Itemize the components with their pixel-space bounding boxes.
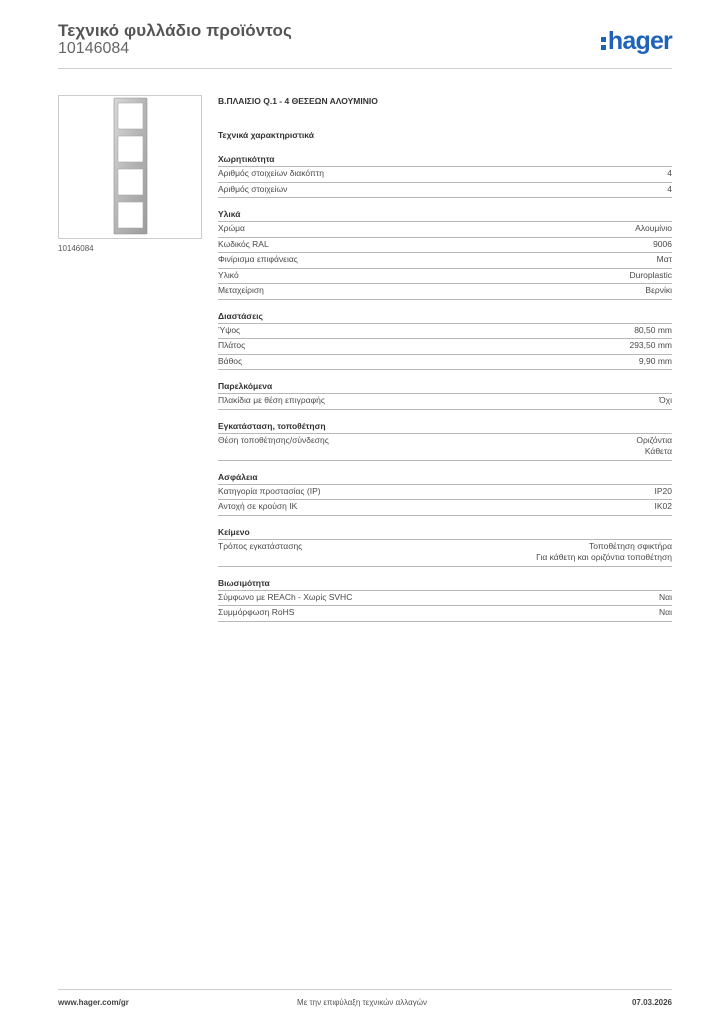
spec-value (635, 223, 672, 235)
spec-section (218, 471, 672, 516)
spec-value (659, 592, 672, 604)
spec-row (218, 284, 672, 300)
specification-content (218, 95, 672, 632)
spec-row (218, 253, 672, 269)
spec-value (634, 325, 672, 337)
spec-label: Τρόπος εγκατάστασης (218, 540, 303, 551)
spec-row (218, 167, 672, 183)
spec-value (659, 395, 672, 407)
technical-characteristics-heading: Τεχνικά χαρακτηριστικά (218, 130, 314, 140)
spec-section (218, 526, 672, 567)
spec-label: Ύψος (218, 324, 241, 335)
spec-value-line: Ναι (659, 607, 672, 617)
spec-value-line: Τοποθέτηση σφικτήρα (588, 540, 672, 551)
spec-label: Κατηγορία προστασίας (IP) (218, 485, 321, 496)
spec-value (659, 607, 672, 619)
spec-value (636, 435, 672, 458)
logo-colon-mark (601, 32, 606, 50)
spec-value-line: 4 (667, 183, 672, 194)
spec-value (657, 254, 672, 266)
spec-row (218, 269, 672, 285)
spec-row (218, 500, 672, 516)
spec-section-title: Ασφάλεια (218, 471, 672, 485)
page-header (58, 20, 672, 70)
spec-section-title: Παρελκόμενα (218, 380, 672, 394)
product-image-caption: 10146084 (58, 244, 94, 253)
spec-section-title: Εγκατάσταση, τοποθέτηση (218, 420, 672, 434)
footer-divider (58, 989, 672, 990)
document-title: Τεχνικό φυλλάδιο προϊόντος (58, 21, 292, 40)
spec-section (218, 577, 672, 622)
specification-sections (218, 153, 672, 622)
spec-label: Υλικό (218, 269, 239, 280)
spec-row (218, 606, 672, 622)
spec-section-title: Διαστάσεις (218, 310, 672, 324)
spec-row (218, 434, 672, 461)
footer-website-link[interactable]: www.hager.com/gr (58, 998, 129, 1007)
spec-value-line: Ματ (656, 254, 672, 264)
spec-row (218, 394, 672, 410)
spec-value (667, 168, 672, 180)
spec-value-line: Ναι (659, 591, 672, 602)
spec-label: Μεταχείριση (218, 285, 264, 295)
spec-value-line: Κάθετα (644, 446, 672, 456)
spec-label: Συμμόρφωση RoHS (218, 607, 295, 617)
spec-label: Πλάτος (218, 340, 246, 350)
spec-label: Χρώμα (218, 223, 245, 233)
spec-value-line: Βερνίκι (645, 285, 672, 295)
spec-row (218, 339, 672, 355)
spec-label: Αντοχή σε κρούση IK (218, 501, 298, 511)
spec-section-title: Βιωσιμότητα (218, 577, 672, 591)
spec-value-line: 9,90 mm (638, 355, 672, 366)
spec-value (667, 184, 672, 196)
spec-label: Θέση τοποθέτησης/σύνδεσης (218, 434, 329, 445)
spec-value-line: Για κάθετη και οριζόντια τοποθέτηση (536, 552, 672, 562)
spec-section (218, 380, 672, 410)
spec-label: Αριθμός στοιχείων διακόπτη (218, 168, 324, 178)
spec-value-line: 4 (667, 168, 672, 178)
spec-section (218, 208, 672, 300)
header-divider (58, 68, 672, 69)
hager-logo (601, 28, 672, 54)
switch-frame-illustration (59, 96, 201, 238)
document-product-code: 10146084 (58, 40, 130, 57)
spec-row (218, 222, 672, 238)
spec-section (218, 420, 672, 461)
spec-label: Αριθμός στοιχείων (218, 183, 288, 194)
spec-value (536, 541, 672, 564)
spec-row (218, 540, 672, 567)
spec-value-line: Οριζόντια (636, 434, 672, 445)
footer-date: 07.03.2026 (631, 998, 672, 1007)
spec-label: Βάθος (218, 355, 243, 366)
spec-label: Κωδικός RAL (218, 238, 269, 249)
product-name: Β.ΠΛΑΙΣΙΟ Q.1 - 4 ΘΕΣΕΩΝ ΑΛΟΥΜΙΝΙΟ (218, 96, 378, 106)
spec-row (218, 355, 672, 371)
spec-value (655, 486, 673, 498)
spec-value-line: 293,50 mm (629, 340, 672, 350)
spec-value-line: Όχι (659, 395, 672, 405)
spec-row (218, 324, 672, 340)
spec-section-title: Χωρητικότητα (218, 153, 672, 167)
spec-section (218, 310, 672, 371)
spec-value-line: 80,50 mm (634, 324, 672, 335)
spec-label: Σύμφωνο με REACh - Χωρίς SVHC (218, 591, 353, 602)
product-image (58, 95, 202, 239)
spec-section-title: Υλικά (218, 208, 672, 222)
spec-row (218, 238, 672, 254)
spec-row (218, 591, 672, 607)
spec-label: Φινίρισμα επιφάνειας (218, 254, 298, 264)
footer-disclaimer: Με την επιφύλαξη τεχνικών αλλαγών (297, 998, 427, 1007)
spec-value (629, 270, 672, 282)
logo-wordmark: hager (607, 27, 672, 55)
spec-label: Πλακίδια με θέση επιγραφής (218, 395, 325, 405)
spec-value-line: Duroplastic (629, 269, 672, 280)
spec-section-title: Κείμενο (218, 526, 672, 540)
spec-value-line: IK02 (654, 501, 672, 511)
spec-row (218, 183, 672, 199)
spec-value-line: IP20 (654, 485, 672, 496)
spec-value (639, 356, 672, 368)
spec-value (653, 239, 672, 251)
spec-value (629, 340, 672, 352)
spec-value-line: Αλουμίνιο (635, 223, 672, 233)
spec-value-line: 9006 (653, 238, 672, 249)
spec-row (218, 485, 672, 501)
spec-section (218, 153, 672, 198)
spec-value (655, 501, 673, 513)
spec-value (645, 285, 672, 297)
